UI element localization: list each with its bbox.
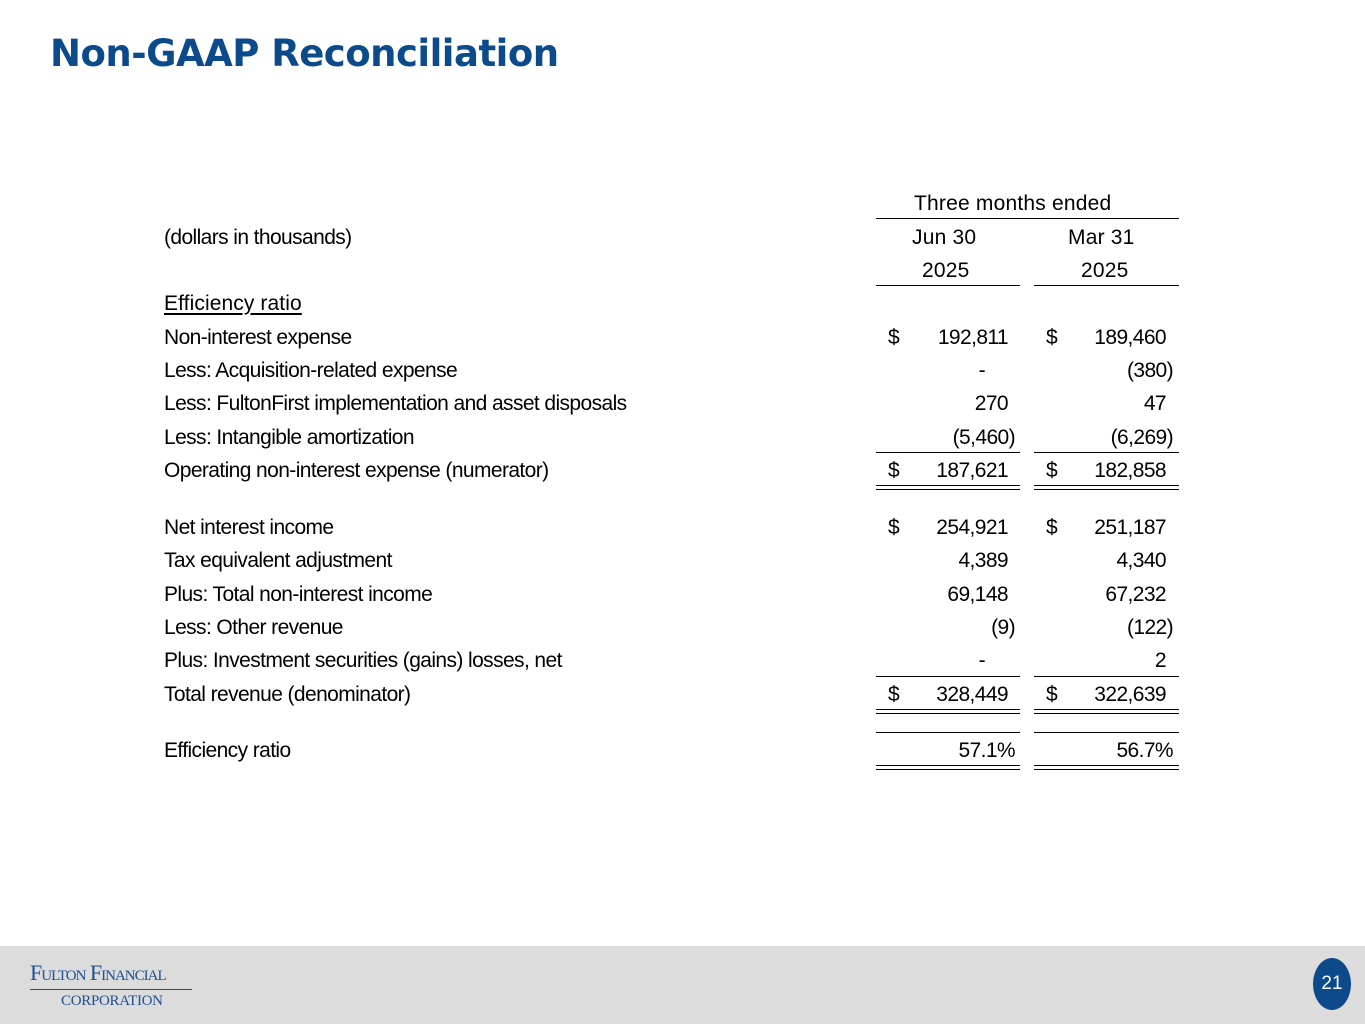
row-value-col2: (122) [1126, 616, 1173, 639]
row-value-col2: 67,232 [1105, 583, 1166, 606]
logo-wordmark: Fulton Financial [30, 960, 166, 985]
row-currency: $ [1046, 683, 1058, 706]
col1-month: Jun 30 [912, 226, 977, 249]
logo-subtitle: CORPORATION [61, 993, 163, 1009]
row-label: Total revenue (denominator) [164, 683, 411, 706]
col1-year: 2025 [922, 259, 970, 282]
row-currency: $ [1046, 459, 1058, 482]
row-value-col2: 251,187 [1094, 516, 1166, 539]
row-label: Plus: Total non-interest income [164, 583, 433, 606]
subtotal-rule [1034, 452, 1179, 453]
row-currency: $ [888, 683, 900, 706]
row-value-col1: - [978, 359, 985, 382]
row-value-col1: 192,811 [937, 326, 1008, 349]
row-value-col1: 187,621 [936, 459, 1008, 482]
row-value-col1: 4,389 [958, 549, 1008, 572]
row-value-col1: 270 [974, 392, 1008, 415]
row-label: Less: Intangible amortization [164, 426, 414, 449]
total-double-rule [876, 709, 1020, 714]
row-value-col2: 56.7% [1116, 739, 1173, 762]
row-label: Less: FultonFirst implementation and asset disposals [164, 392, 627, 415]
row-value-col2: 4,340 [1116, 549, 1166, 572]
row-currency: $ [1046, 516, 1058, 539]
row-value-col1: - [978, 649, 985, 672]
row-label: Non-interest expense [164, 326, 352, 349]
row-label: Plus: Investment securities (gains) losses, net [164, 649, 562, 672]
company-logo [30, 960, 194, 1010]
row-value-col2: (6,269) [1110, 426, 1173, 449]
footer-bar [0, 946, 1365, 1024]
page-title: Non-GAAP Reconciliation [50, 32, 559, 75]
row-label: Net interest income [164, 516, 334, 539]
row-label: Less: Acquisition-related expense [164, 359, 458, 382]
row-value-col2: 2 [1154, 649, 1166, 672]
row-value-col2: 189,460 [1094, 326, 1166, 349]
row-value-col2: (380) [1126, 359, 1173, 382]
section-title: Efficiency ratio [164, 292, 302, 315]
total-double-rule [1034, 709, 1179, 714]
col2-month: Mar 31 [1068, 226, 1135, 249]
row-label: Efficiency ratio [164, 739, 291, 762]
page-number-badge: 21 [1313, 958, 1351, 1010]
row-label: Less: Other revenue [164, 616, 343, 639]
units-label: (dollars in thousands) [164, 226, 352, 249]
row-value-col2: 47 [1143, 392, 1166, 415]
col2-header-rule [1034, 285, 1179, 286]
row-value-col1: (5,460) [952, 426, 1015, 449]
subtotal-rule [876, 452, 1020, 453]
row-currency: $ [888, 516, 900, 539]
row-label: Tax equivalent adjustment [164, 549, 392, 572]
ratio-top-rule [876, 732, 1020, 733]
subtotal-rule [876, 676, 1020, 677]
total-double-rule [876, 765, 1020, 770]
row-value-col1: 69,148 [947, 583, 1008, 606]
logo-divider [30, 989, 192, 990]
row-currency: $ [1046, 326, 1058, 349]
row-currency: $ [888, 459, 900, 482]
row-value-col1: (9) [991, 616, 1015, 639]
subtotal-rule [1034, 676, 1179, 677]
row-value-col2: 182,858 [1094, 459, 1166, 482]
col2-year: 2025 [1081, 259, 1129, 282]
row-value-col2: 322,639 [1094, 683, 1166, 706]
row-value-col1: 254,921 [936, 516, 1008, 539]
row-value-col1: 57.1% [958, 739, 1015, 762]
ratio-top-rule [1034, 732, 1179, 733]
total-double-rule [1034, 765, 1179, 770]
row-value-col1: 328,449 [936, 683, 1008, 706]
period-header-rule [876, 218, 1179, 219]
period-header: Three months ended [914, 192, 1112, 215]
row-label: Operating non-interest expense (numerator) [164, 459, 549, 482]
row-currency: $ [888, 326, 900, 349]
total-double-rule [876, 485, 1020, 490]
col1-header-rule [876, 285, 1020, 286]
total-double-rule [1034, 485, 1179, 490]
